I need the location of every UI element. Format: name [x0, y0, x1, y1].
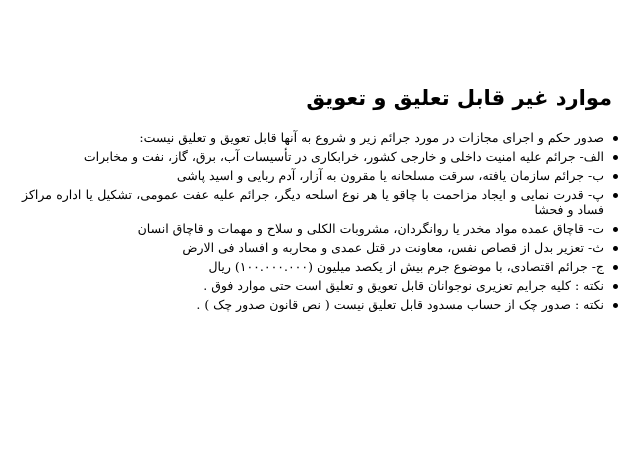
bullet-text: ث- تعزیر بدل از قصاص نفس، معاونت در قتل عمدی و محاربه و افساد فی الارض: [182, 240, 604, 255]
bullet-list: [22, 130, 618, 316]
bullet-icon: [613, 193, 618, 198]
list-item: [22, 149, 618, 164]
bullet-icon: [613, 265, 618, 270]
bullet-text: ت- قاچاق عمده مواد مخدر یا روانگردان، مشروبات الکلی و سلاح و مهمات و قاچاق انسان: [137, 221, 604, 236]
list-item: [22, 130, 618, 145]
bullet-text: پ- قدرت نمایی و ایجاد مزاحمت با چاقو یا هر نوع اسلحه دیگر، جرائم علیه عفت عمومی، تشکیل یا اداره مراکز فساد و فحشا: [22, 187, 604, 217]
list-item: [22, 240, 618, 255]
bullet-icon: [613, 174, 618, 179]
bullet-icon: [613, 303, 618, 308]
bullet-icon: [613, 284, 618, 289]
bullet-icon: [613, 227, 618, 232]
slide-title: موارد غیر قابل تعلیق و تعویق: [306, 86, 612, 110]
list-item: [22, 187, 618, 217]
bullet-icon: [613, 246, 618, 251]
bullet-text: صدور حکم و اجرای مجازات در مورد جرائم زیر و شروع به آنها قابل تعویق و تعلیق نیست:: [139, 130, 604, 145]
list-item: [22, 297, 618, 312]
list-item: [22, 221, 618, 236]
bullet-text: الف- جرائم علیه امنیت داخلی و خارجی کشور، خرابکاری در تأسیسات آب، برق، گاز، نفت و مخابرات: [83, 149, 604, 164]
bullet-icon: [613, 155, 618, 160]
bullet-icon: [613, 136, 618, 141]
bullet-text: ج- جرائم اقتصادی، با موضوع جرم بیش از یکصد میلیون (۱۰۰.۰۰۰.۰۰۰) ریال: [208, 259, 604, 274]
list-item: [22, 278, 618, 293]
list-item: [22, 168, 618, 183]
bullet-text: نکته : کلیه جرایم تعزیری نوجوانان قابل تعویق و تعلیق است حتی موارد فوق .: [203, 278, 604, 293]
list-item: [22, 259, 618, 274]
bullet-text: ب- جرائم سازمان یافته، سرقت مسلحانه یا مقرون به آزار، آدم ربایی و اسید پاشی: [176, 168, 604, 183]
bullet-text: نکته : صدور چک از حساب مسدود قابل تعلیق نیست ( نص قانون صدور چک ) .: [196, 297, 604, 312]
